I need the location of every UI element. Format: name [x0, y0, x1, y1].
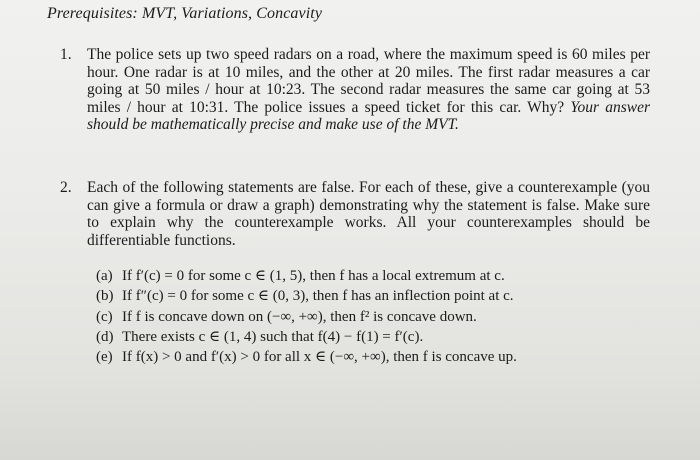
problem-text: Each of the following statements are false. For each of these, give a counterexample (you can give a formula or draw a graph) demonstrating why the statement is false. Make sure to explain why the counterexample works. All your counterexamples should be differentiable functions.: [87, 179, 650, 249]
list-item: [96, 266, 656, 286]
item-text: There exists c ∈ (1, 4) such that f(4) − f(1) = f′(c).: [122, 328, 424, 345]
item-label: (c): [96, 308, 113, 325]
problem-text: [87, 46, 650, 134]
list-item: [96, 327, 656, 347]
item-label: (d): [96, 328, 114, 345]
item-label: (a): [96, 268, 113, 284]
problem-body: The police sets up two speed radars on a road, where the maximum speed is 60 miles per hour. One radar is at 10 miles, and the other at 20 miles. The first radar measures a car going at 50 miles / hour at 10:23. The second radar measures the same car going at 53 miles / hour at 10:31. The police issues a speed ticket for this car. Why?: [87, 46, 650, 116]
problem-number: 2.: [60, 179, 72, 196]
list-item: [96, 286, 656, 306]
list-item: [96, 347, 656, 367]
problem-2: [60, 179, 650, 249]
problem-emphasis: Your answer should be mathematically precise and make use of the MVT.: [87, 98, 651, 134]
item-text: If f′(c) = 0 for some c ∈ (1, 5), then f has a local extremum at c.: [122, 268, 505, 284]
item-text: If f″(c) = 0 for some c ∈ (0, 3), then f has an inflection point at c.: [122, 288, 514, 305]
list-item: [96, 307, 656, 327]
problem-1: [60, 46, 650, 134]
item-text: If f(x) > 0 and f′(x) > 0 for all x ∈ (−∞, +∞), then f is concave up.: [122, 349, 517, 366]
item-label: (e): [96, 349, 113, 366]
item-text: If f is concave down on (−∞, +∞), then f² is concave down.: [122, 308, 477, 325]
page-heading: Prerequisites: MVT, Variations, Concavity: [47, 5, 323, 22]
counterexample-list: [96, 266, 656, 367]
problem-number: 1.: [60, 46, 72, 63]
item-label: (b): [96, 288, 114, 305]
